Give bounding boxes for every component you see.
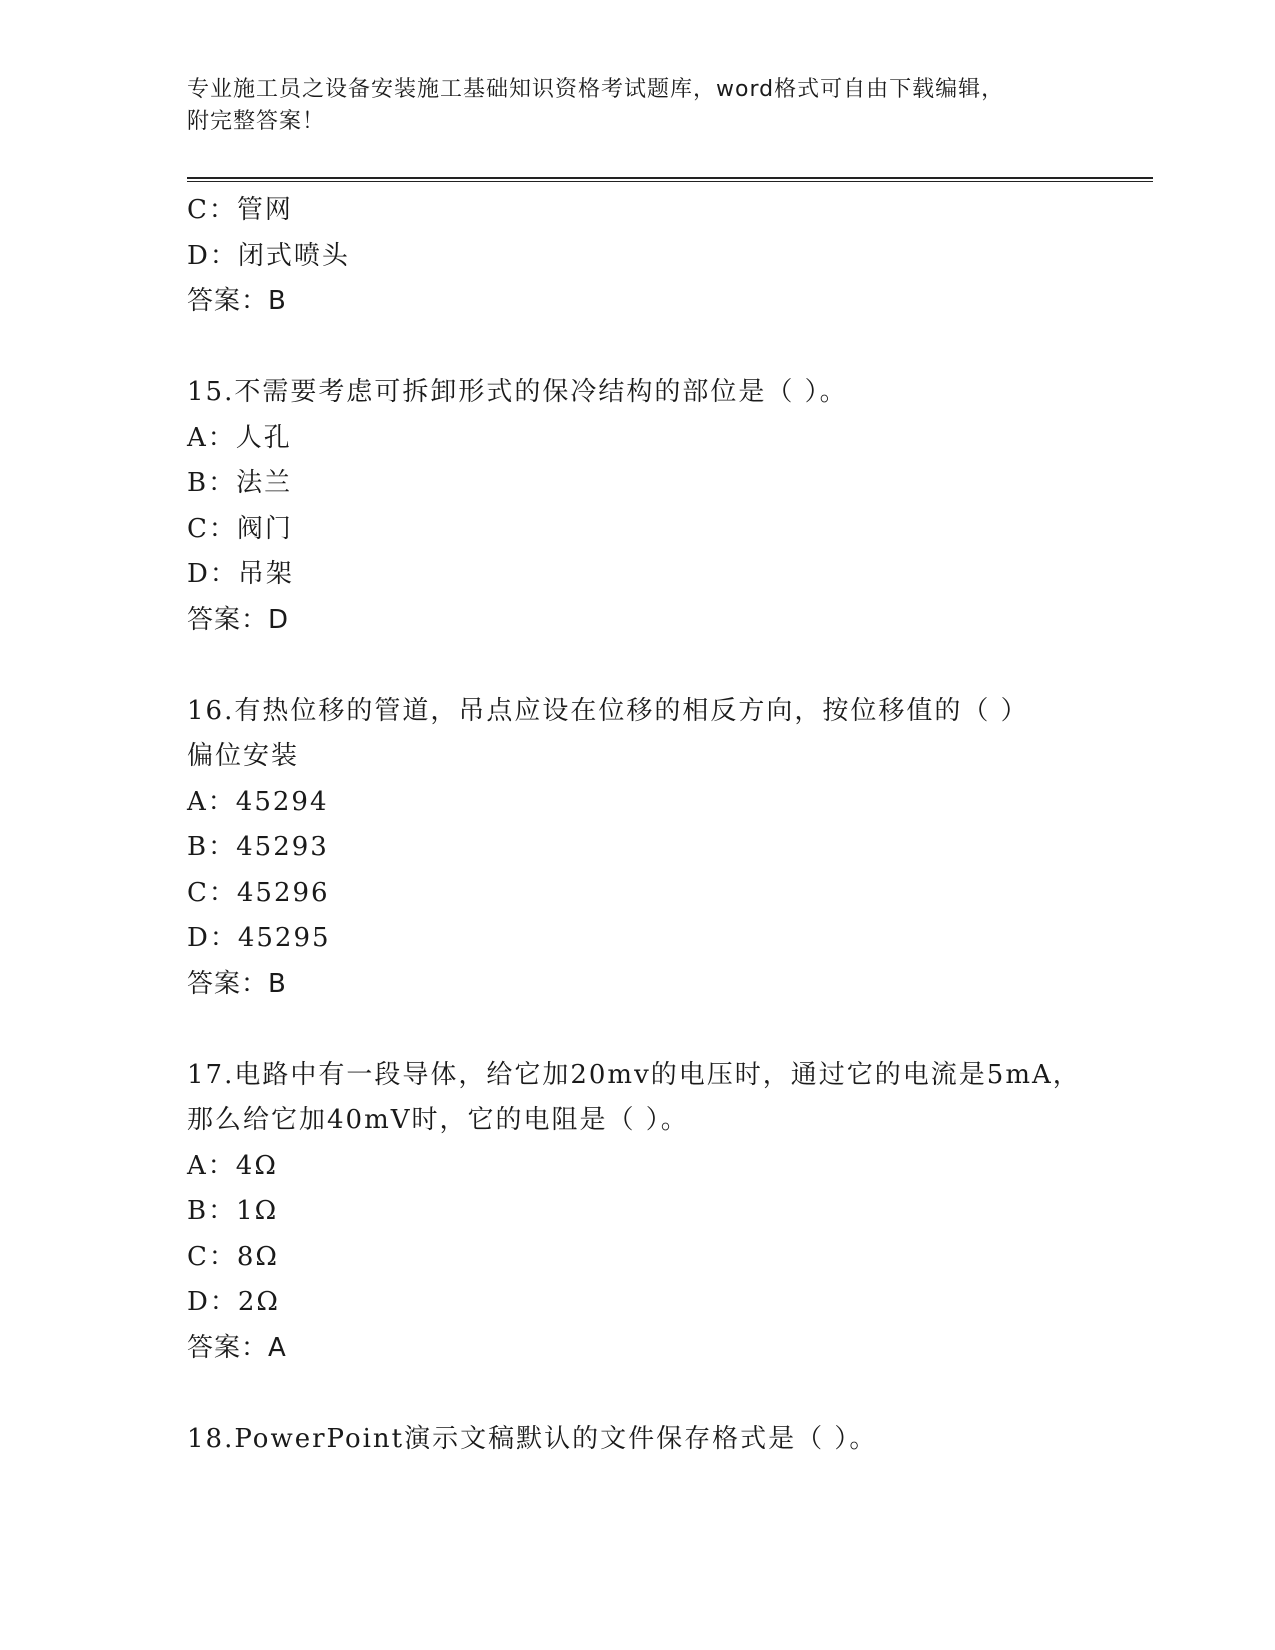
answer: 答案：A <box>187 1332 287 1363</box>
question-stem: 15.不需要考虑可拆卸形式的保冷结构的部位是（ ）。 <box>187 377 848 407</box>
question-stem-line-1: 16.有热位移的管道，吊点应设在位移的相反方向，按位移值的（ ） <box>187 695 1029 726</box>
header-title-line-1: 专业施工员之设备安装施工基础知识资格考试题库，word格式可自由下载编辑， <box>187 77 1005 102</box>
spacer <box>187 643 1087 689</box>
question-18 <box>187 1417 1087 1463</box>
question-14 <box>187 188 1087 325</box>
spacer <box>187 1371 1087 1417</box>
option-c: C：45296 <box>187 877 330 908</box>
option-b: B：1Ω <box>187 1196 279 1226</box>
question-17 <box>187 1053 1087 1372</box>
answer: 答案：B <box>187 286 287 316</box>
option-d: D：2Ω <box>187 1287 280 1317</box>
question-stem: 18.PowerPoint演示文稿默认的文件保存格式是（ ）。 <box>187 1423 878 1454</box>
question-15 <box>187 370 1087 643</box>
option-d: D：45295 <box>187 923 331 953</box>
header-title-line-2: 附完整答案！ <box>187 109 326 134</box>
option-a: A：人孔 <box>187 422 292 453</box>
question-list <box>187 188 1087 1462</box>
header-divider <box>187 177 1153 182</box>
option-d: D：吊架 <box>187 559 294 589</box>
option-b: B：45293 <box>187 832 329 862</box>
option-d: D：闭式喷头 <box>187 240 350 271</box>
spacer <box>187 1007 1087 1053</box>
option-c: C：8Ω <box>187 1241 279 1272</box>
answer: 答案：B <box>187 968 287 999</box>
option-a: A：45294 <box>187 786 329 817</box>
document-header <box>187 74 1087 138</box>
option-b: B：法兰 <box>187 468 293 498</box>
option-c: C：阀门 <box>187 513 293 544</box>
spacer <box>187 325 1087 371</box>
option-c: C：管网 <box>187 195 293 225</box>
question-stem-line-1: 17.电路中有一段导体，给它加20mv的电压时，通过它的电流是5mA， <box>187 1059 1081 1090</box>
question-16 <box>187 689 1087 1008</box>
question-stem-line-2: 那么给它加40mV时，它的电阻是（ ）。 <box>187 1105 689 1135</box>
option-a: A：4Ω <box>187 1150 278 1181</box>
question-stem-line-2: 偏位安装 <box>187 741 300 771</box>
answer: 答案：D <box>187 604 290 635</box>
